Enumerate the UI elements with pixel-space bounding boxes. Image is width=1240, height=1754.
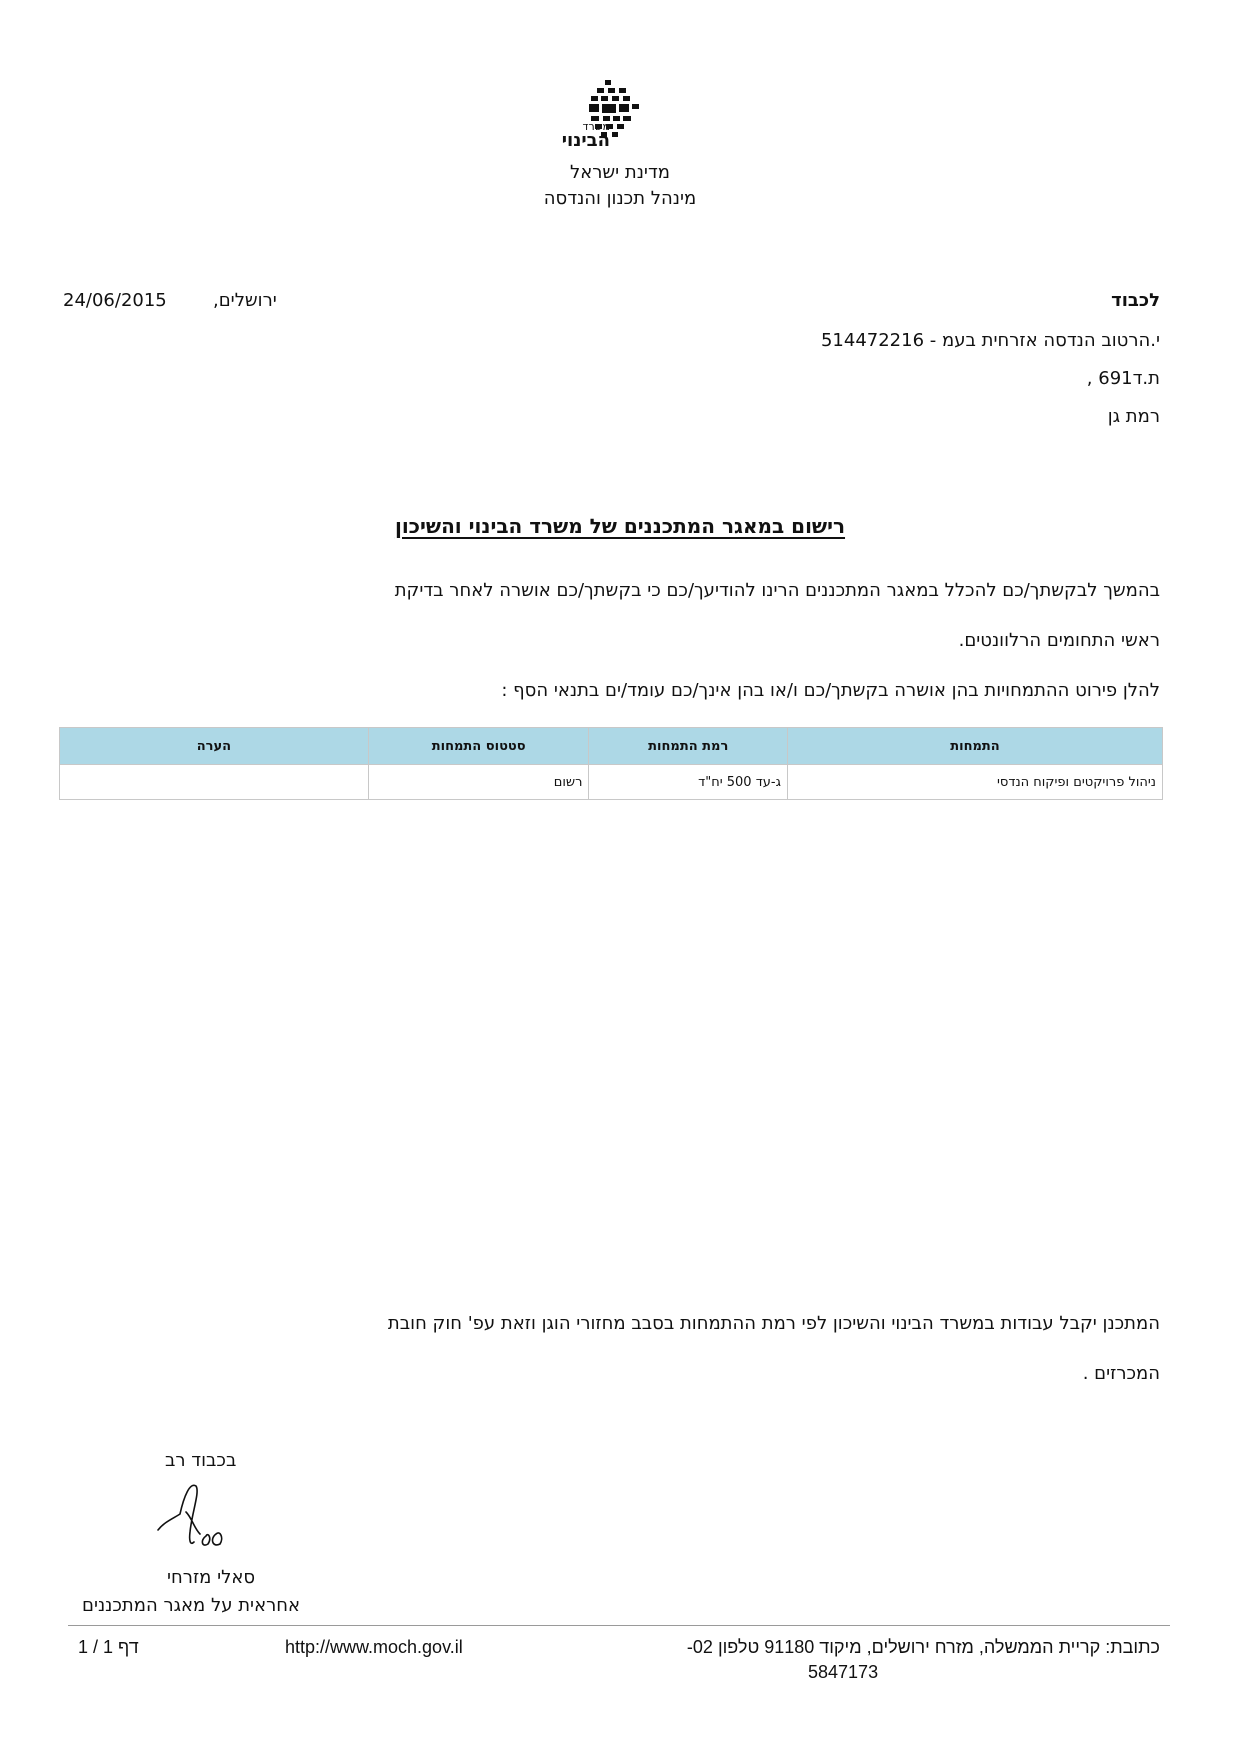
recipient-pobox: ת.ד691 , (1086, 368, 1160, 389)
footer-page-number: דף 1 / 1 (78, 1637, 139, 1657)
department-line: מינהל תכנון והנדסה (543, 188, 697, 209)
recipient-id: 514472216 (820, 330, 925, 351)
footer-address: כתובת: קריית הממשלה, מזרח ירושלים, מיקוד 91180 טלפון 02- (686, 1637, 1160, 1657)
logo-text (555, 120, 610, 151)
footer-divider (68, 1625, 1170, 1626)
table-header: התמחות (787, 728, 1162, 765)
city-label: ירושלים, (213, 290, 277, 311)
body-paragraph-1-line-1: בהמשך לבקשתך/כם להכלל במאגר המתכננים הרינו להודיעך/כם כי בקשתך/כם אושרה לאחר בדיקת (394, 580, 1160, 601)
table-cell-level: ג-עד 500 יח"ד (589, 765, 788, 800)
table-cell-specialization: ניהול פרויקטים ופיקוח הנדסי (787, 765, 1162, 800)
closing-line-2: המכרזים . (1082, 1363, 1160, 1384)
table-header-row (60, 728, 1163, 765)
signer-name: סאלי מזרחי (167, 1567, 256, 1588)
logo-small-text: משרד (582, 120, 610, 133)
salutation: לכבוד (1111, 290, 1160, 311)
table-header: סטטוס התמחות (368, 728, 589, 765)
regards-text: בכבוד רב (165, 1450, 237, 1471)
recipient-line: י.הרטוב הנדסה אזרחית בעמ - 514472216 (820, 330, 1160, 351)
letter-subject (0, 514, 1240, 538)
letter-subject-text: רישום במאגר המתכננים של משרד הבינוי והשיכון (394, 514, 846, 538)
table-cell-note (60, 765, 369, 800)
table-header: רמת התמחות (589, 728, 788, 765)
footer-website-link[interactable]: http://www.moch.gov.il (285, 1637, 463, 1657)
table-cell-status: רשום (368, 765, 589, 800)
footer-phone: 5847173 (808, 1662, 879, 1682)
specializations-table (59, 727, 1163, 800)
recipient-name: י.הרטוב הנדסה אזרחית בעמ (942, 330, 1160, 351)
state-of-israel-line: מדינת ישראל (569, 162, 671, 183)
closing-line-1: המתכנן יקבל עבודות במשרד הבינוי והשיכון לפי רמת ההתמחות בסבב מחזורי הוגן וזאת עפ' חוק חובת (387, 1313, 1160, 1334)
logo-big-text: הבינוי (561, 130, 610, 151)
body-paragraph-1-line-2: ראשי התחומים הרלוונטים. (958, 630, 1160, 651)
table-header: הערה (60, 728, 369, 765)
handwritten-signature (150, 1478, 240, 1558)
body-paragraph-2: להלן פירוט ההתמחויות בהן אושרה בקשתך/כם ו/או בהן אינך/כם עומד/ים בתנאי הסף : (501, 680, 1160, 701)
table-row (60, 765, 1163, 800)
signer-title: אחראית על מאגר המתכננים (82, 1595, 301, 1616)
recipient-city: רמת גן (1107, 406, 1160, 427)
letter-date: 24/06/2015 (63, 290, 167, 311)
